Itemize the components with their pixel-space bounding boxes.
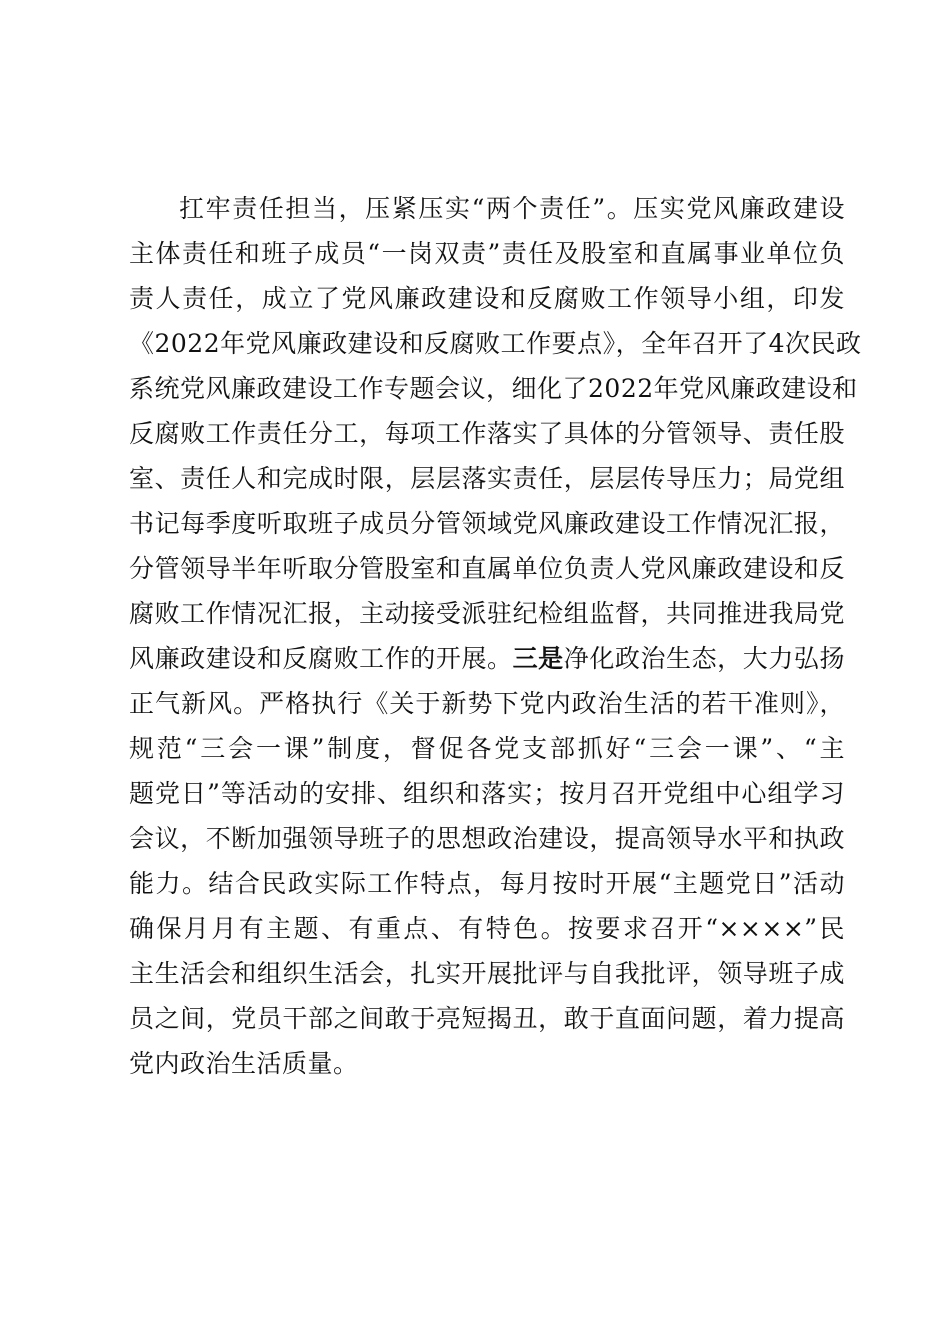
text-line: 腐败工作情况汇报，主动接受派驻纪检组监督，共同推进我局党 [129, 599, 845, 628]
text-line: 能力。结合民政实际工作特点，每月按时开展“主题党日”活动 [129, 869, 845, 898]
text-line: 员之间，党员干部之间敢于亮短揭丑，敢于直面问题，着力提高 [129, 1004, 845, 1033]
text-line: 主生活会和组织生活会，扎实开展批评与自我批评，领导班子成 [129, 959, 845, 988]
text-segment: 净化政治生态，大力弘扬 [563, 644, 845, 673]
text-line-last: 党内政治生活质量。 [129, 1049, 359, 1078]
text-line: 主体责任和班子成员“一岗双责”责任及股室和直属事业单位负 [129, 239, 845, 268]
bold-heading-marker: 三是 [512, 644, 564, 673]
text-line: 责人责任，成立了党风廉政建设和反腐败工作领导小组，印发 [129, 284, 845, 313]
text-line: 分管领导半年听取分管股室和直属单位负责人党风廉政建设和反 [129, 554, 845, 583]
body-paragraph [129, 186, 862, 1086]
text-segment: 风廉政建设和反腐败工作的开展。 [129, 644, 513, 673]
text-line: 《2022年党风廉政建设和反腐败工作要点》，全年召开了4次民政 [129, 329, 862, 358]
text-line: 系统党风廉政建设工作专题会议，细化了2022年党风廉政建设和 [129, 374, 858, 403]
text-line: 室、责任人和完成时限，层层落实责任，层层传导压力；局党组 [129, 464, 845, 493]
text-line-mixed [129, 636, 845, 681]
text-line: 确保月月有主题、有重点、有特色。按要求召开“××××”民 [129, 914, 845, 943]
text-line: 书记每季度听取班子成员分管领域党风廉政建设工作情况汇报， [129, 509, 845, 538]
text-line: 扛牢责任担当，压紧压实“两个责任”。压实党风廉政建设 [179, 194, 845, 223]
text-line: 题党日”等活动的安排、组织和落实；按月召开党组中心组学习 [129, 779, 845, 808]
text-line: 反腐败工作责任分工，每项工作落实了具体的分管领导、责任股 [129, 419, 845, 448]
text-line: 规范“三会一课”制度，督促各党支部抓好“三会一课”、“主 [129, 734, 845, 763]
text-line: 正气新风。严格执行《关于新势下党内政治生活的若干准则》， [129, 689, 845, 718]
text-line: 会议，不断加强领导班子的思想政治建设，提高领导水平和执政 [129, 824, 845, 853]
